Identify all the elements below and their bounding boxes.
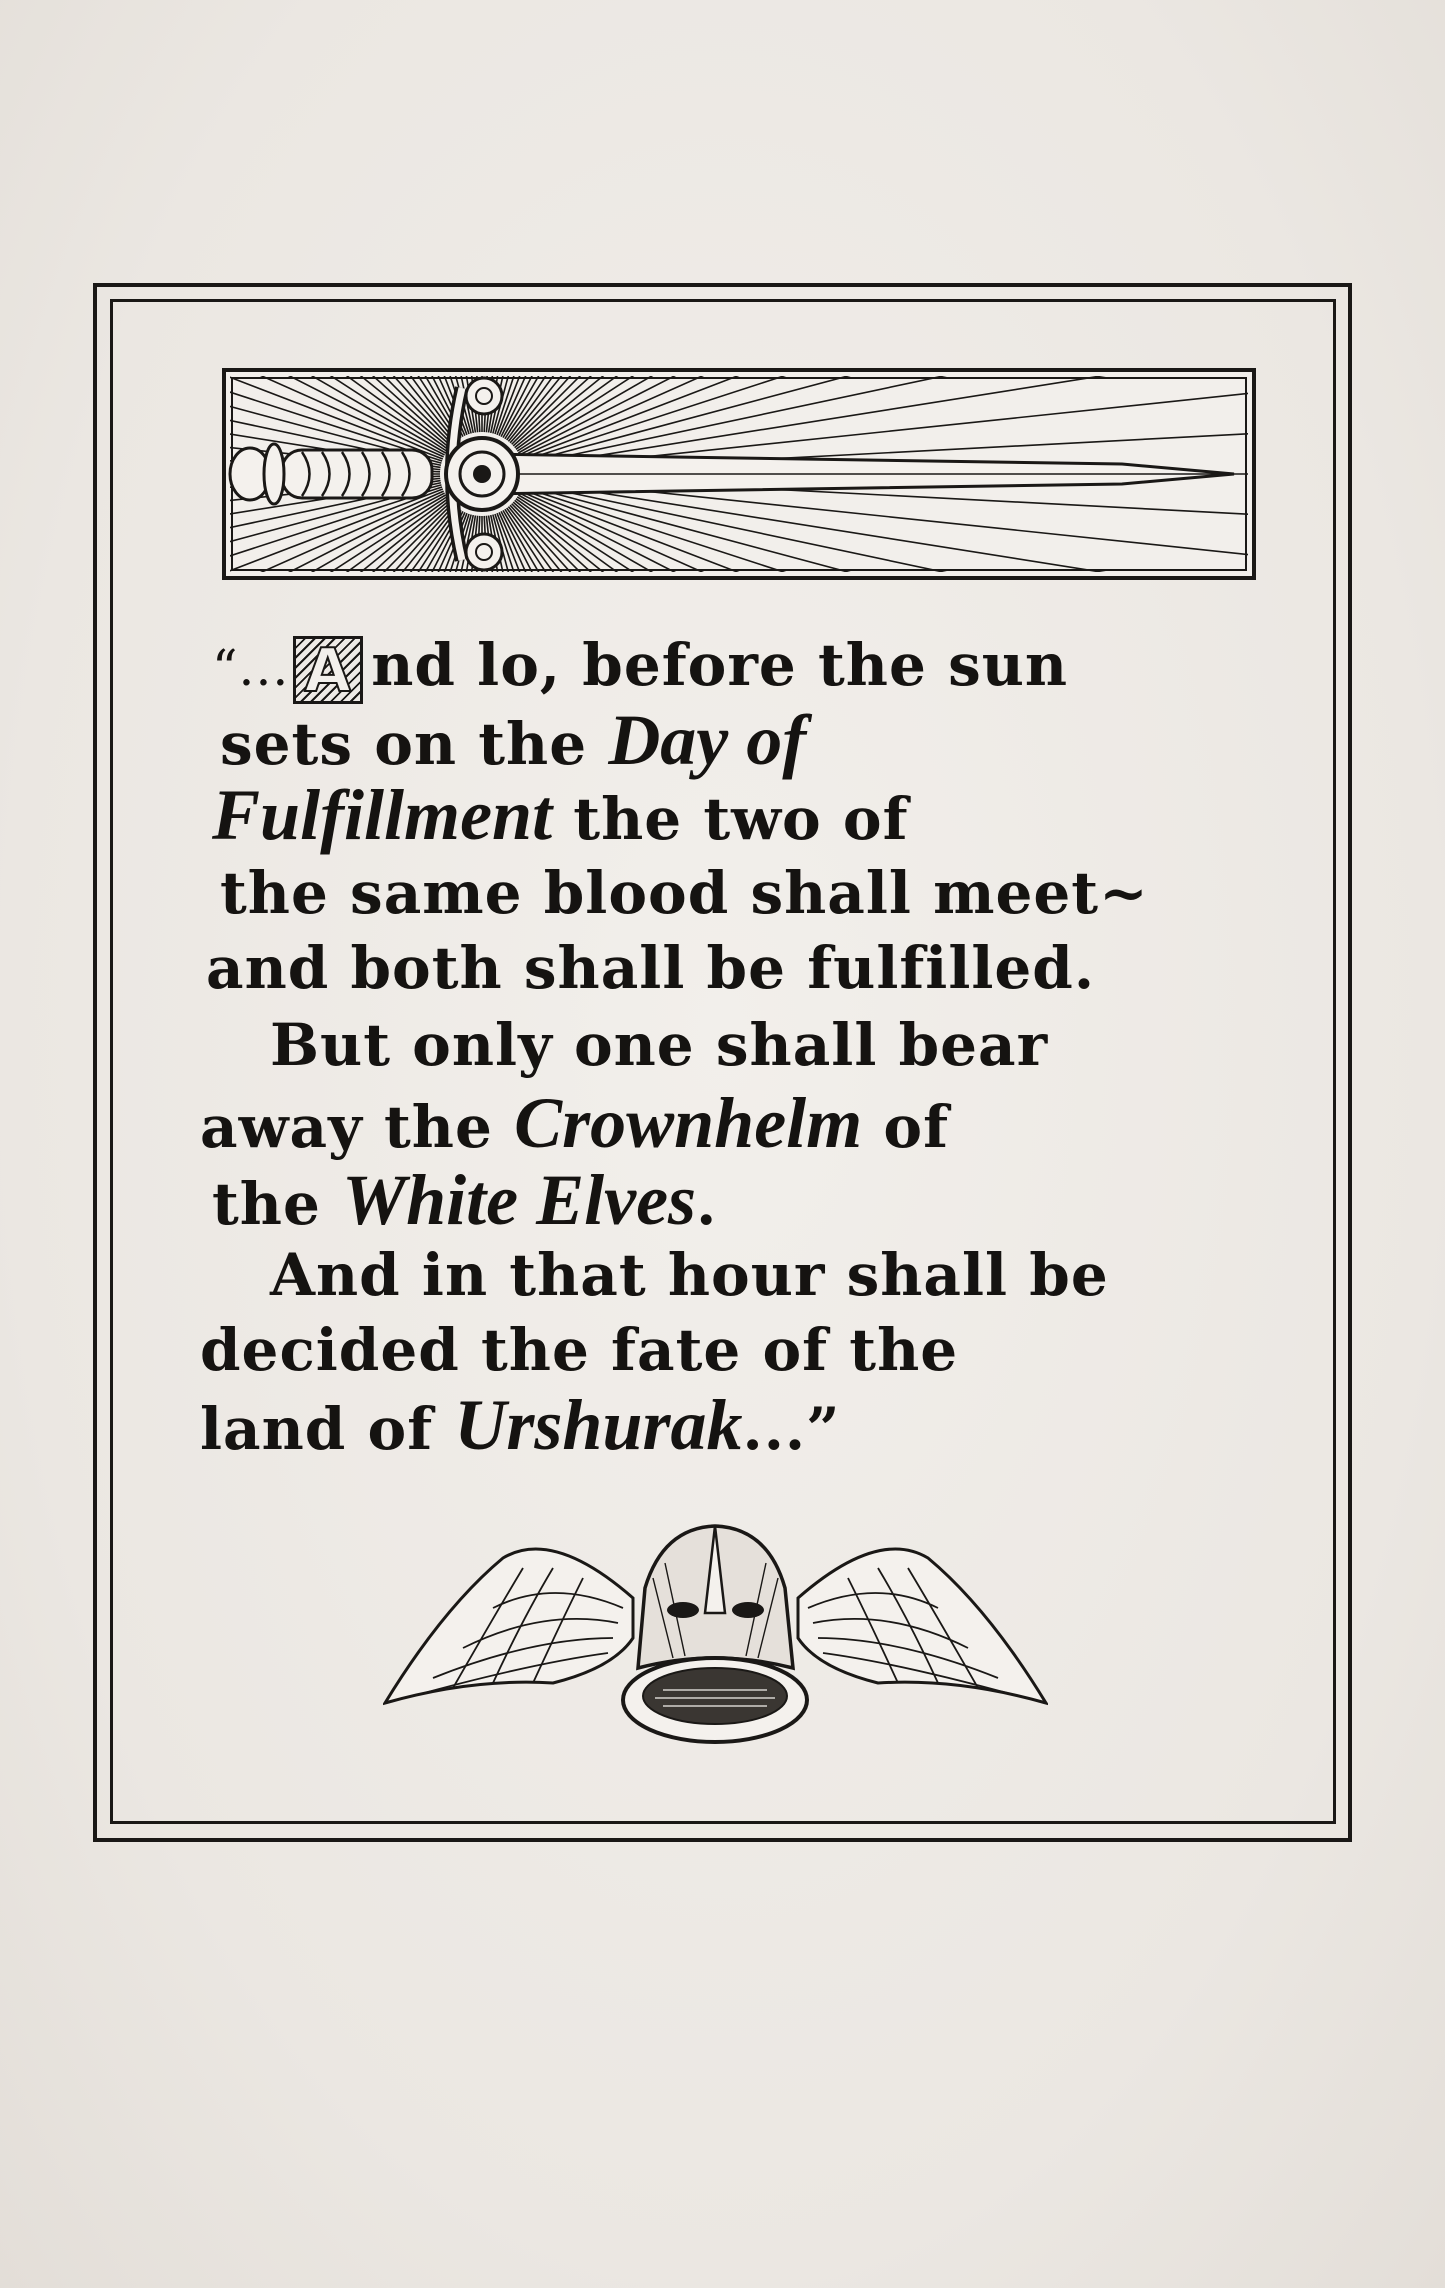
line-3-text: the two of [573,785,909,853]
line-2-text: sets on the [220,710,588,778]
urshurak-word: Urshurak [454,1385,743,1465]
line-11-text: land of [200,1395,434,1463]
text-line-1 [212,630,1068,704]
line-1-text: nd lo, before the sun [371,631,1069,699]
line-8-after: . [696,1170,718,1238]
day-of-phrase: Day of [608,700,807,780]
fulfillment-word: Fulfillment [212,775,553,855]
text-line-8 [212,1160,718,1240]
opening-quote: “... [212,639,290,697]
text-line-11 [200,1385,841,1465]
text-line-2 [220,700,807,780]
text-line-7 [200,1083,950,1163]
text-line-5: and both shall be fulfilled. [206,934,1096,1002]
illuminated-initial: A [293,636,363,704]
dagger-illustration [222,368,1256,580]
line-11-after: ...” [742,1395,841,1463]
crownhelm-word: Crownhelm [514,1083,863,1163]
text-line-10: decided the fate of the [200,1316,959,1384]
winged-helm-illustration [383,1518,1048,1750]
text-line-6: But only one shall bear [270,1011,1049,1079]
line-7-after: of [883,1093,950,1161]
text-line-9: And in that hour shall be [270,1241,1109,1309]
text-line-4: the same blood shall meet~ [220,859,1149,927]
line-7-text: away the [200,1093,493,1161]
text-line-3 [212,775,909,855]
line-8-text: the [212,1170,321,1238]
white-elves-phrase: White Elves [342,1160,697,1240]
